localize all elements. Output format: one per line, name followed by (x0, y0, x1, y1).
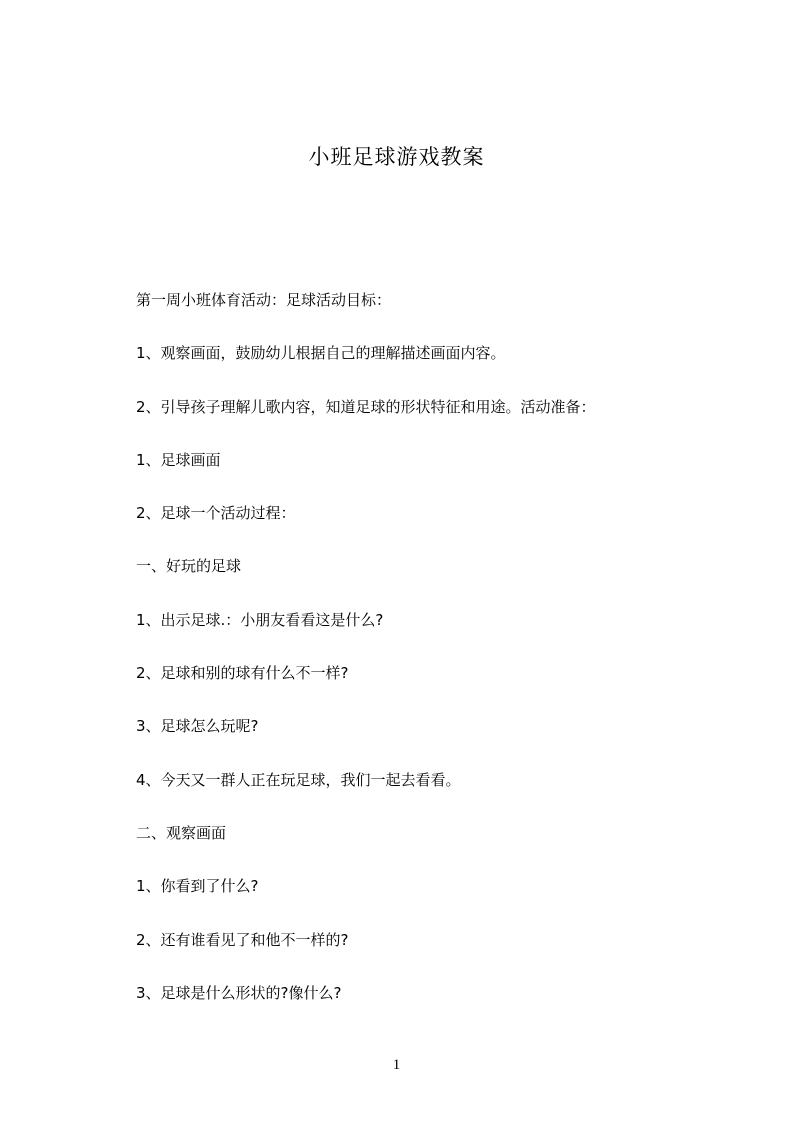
paragraph: 2、足球和别的球有什么不一样? (136, 664, 349, 683)
page-title: 小班足球游戏教案 (308, 145, 485, 169)
section-heading: 二、观察画面 (136, 823, 227, 842)
paragraph: 1、观察画面，鼓励幼儿根据自己的理解描述画面内容。 (136, 344, 506, 363)
paragraph: 3、足球怎么玩呢? (136, 717, 259, 736)
paragraph: 1、足球画面 (136, 450, 221, 469)
paragraph: 第一周小班体育活动：足球活动目标： (136, 291, 392, 309)
document-body (136, 287, 676, 1033)
paragraph: 4、今天又一群人正在玩足球，我们一起去看看。 (136, 770, 461, 789)
paragraph: 2、引导孩子理解儿歌内容，知道足球的形状特征和用途。活动准备： (136, 397, 596, 416)
page-number: 1 (392, 1057, 401, 1073)
paragraph: 3、足球是什么形状的?像什么? (136, 983, 342, 1002)
paragraph: 1、你看到了什么? (136, 877, 259, 896)
paragraph: 2、足球一个活动过程： (136, 504, 296, 523)
paragraph: 2、还有谁看见了和他不一样的? (136, 930, 349, 949)
section-heading: 一、好玩的足球 (136, 557, 242, 576)
paragraph: 1、出示足球.：小朋友看看这是什么? (136, 610, 384, 629)
